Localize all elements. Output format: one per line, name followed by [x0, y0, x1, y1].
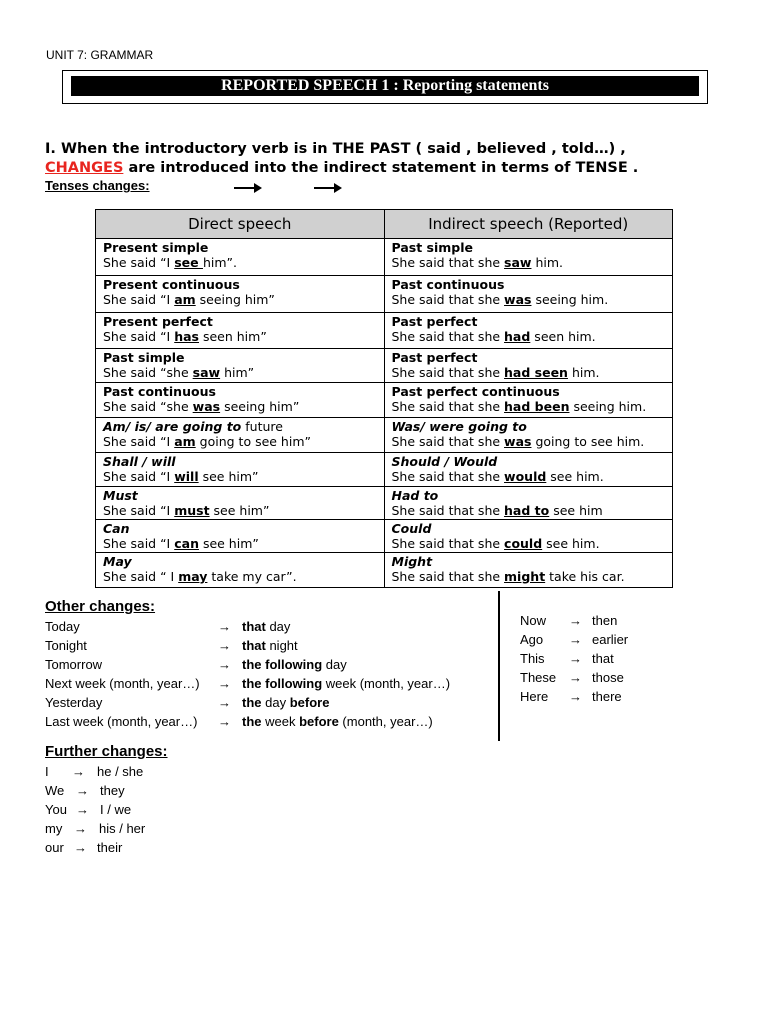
change-from: Yesterday: [45, 695, 103, 710]
direct-cell: [96, 520, 385, 553]
direct-cell: [96, 453, 385, 487]
change-to: then: [592, 613, 618, 628]
example-key-verb: may: [178, 569, 208, 584]
change-from: Last week (month, year…): [45, 714, 198, 729]
tense-name: Shall / will: [103, 454, 176, 469]
example-sentence: [392, 292, 609, 307]
pronoun-from: We: [45, 783, 65, 798]
example-sentence: [392, 569, 625, 584]
tense-name: Am/ is/ are going to: [103, 419, 242, 434]
example-pre: She said “I: [103, 329, 175, 344]
change-from: These: [520, 670, 557, 685]
change-from: Tonight: [45, 638, 87, 653]
example-pre: She said “I: [103, 255, 175, 270]
tense-name: Present simple: [103, 240, 209, 255]
table-row: [96, 383, 673, 418]
example-post: seeing him.: [569, 399, 647, 414]
example-pre: She said “I: [103, 292, 175, 307]
pronoun-from: You: [45, 802, 67, 817]
direct-cell: [96, 553, 385, 588]
direct-cell: [96, 239, 385, 276]
change-to: [242, 714, 433, 729]
example-pre: She said that she: [391, 255, 505, 270]
change-to-part: night: [265, 638, 298, 653]
pronoun-to: they: [100, 783, 125, 798]
example-pre: She said “she: [103, 365, 193, 380]
example-key-verb: am: [174, 292, 196, 307]
indirect-cell: [384, 313, 673, 349]
intro-line-1: I. When the introductory verb is in THE PAST ( said , believed , told…) ,: [45, 141, 626, 157]
tense-suffix: future: [241, 419, 283, 434]
example-sentence: [103, 469, 259, 484]
example-post: seen him.: [530, 329, 596, 344]
right-arrow-icon: →: [72, 764, 85, 779]
tense-name: Past continuous: [391, 277, 505, 292]
example-key-verb: can: [174, 536, 199, 551]
tense-name: May: [103, 554, 132, 569]
tense-name: Present continuous: [103, 277, 240, 292]
tenses-changes-label: Tenses changes:: [45, 178, 150, 193]
example-post: him.: [567, 365, 600, 380]
example-sentence: [103, 292, 275, 307]
right-arrow-icon: →: [569, 689, 582, 704]
table-row: [96, 313, 673, 349]
example-sentence: [103, 569, 297, 584]
changes-word: CHANGES: [45, 160, 124, 176]
right-arrow-icon: →: [569, 651, 582, 666]
example-sentence: [103, 255, 237, 270]
change-to: there: [592, 689, 622, 704]
right-arrow-icon: →: [218, 638, 231, 653]
table-row: [96, 418, 673, 453]
indirect-cell: [384, 520, 673, 553]
change-to-part: that: [242, 619, 266, 634]
example-pre: She said that she: [391, 399, 505, 414]
example-key-verb: had been: [504, 399, 570, 414]
example-pre: She said that she: [391, 365, 505, 380]
change-from: This: [520, 651, 545, 666]
change-to: those: [592, 670, 624, 685]
example-sentence: [392, 536, 600, 551]
example-key-verb: am: [174, 434, 196, 449]
header-indirect: Indirect speech (Reported): [384, 210, 673, 239]
example-key-verb: had: [504, 329, 531, 344]
change-from: Today: [45, 619, 80, 634]
pronoun-to: his / her: [99, 821, 146, 836]
example-post: see him.: [546, 469, 604, 484]
example-sentence: [103, 503, 269, 518]
table-header-row: [96, 210, 673, 239]
right-arrow-icon: [334, 183, 342, 193]
example-sentence: [103, 536, 259, 551]
right-arrow-icon: →: [74, 821, 87, 836]
pronoun-to: I / we: [100, 802, 132, 817]
example-post: see him”: [198, 536, 259, 551]
tense-name-wrap: [103, 419, 377, 434]
example-key-verb: had to: [504, 503, 550, 518]
change-to-part: before: [289, 695, 330, 710]
example-post: him.: [531, 255, 563, 270]
example-sentence: [392, 255, 564, 270]
change-to-part: (month, year…): [338, 714, 433, 729]
right-arrow-icon: →: [74, 840, 87, 855]
indirect-cell: [384, 418, 673, 453]
header-direct: Direct speech: [96, 210, 385, 239]
change-to: [242, 695, 329, 710]
tense-name: Past simple: [391, 240, 473, 255]
arrow-line-1: [234, 187, 254, 189]
example-sentence: [392, 434, 645, 449]
example-sentence: [103, 434, 311, 449]
table-row: [96, 239, 673, 276]
indirect-cell: [384, 487, 673, 520]
change-to-part: the following: [242, 676, 323, 691]
example-sentence: [103, 329, 267, 344]
tense-name: Past perfect: [391, 350, 478, 365]
change-to: [242, 638, 298, 653]
unit-label: UNIT 7: GRAMMAR: [46, 48, 154, 62]
right-arrow-icon: →: [76, 783, 89, 798]
indirect-cell: [384, 553, 673, 588]
tense-name: Should / Would: [391, 454, 498, 469]
change-from: Now: [520, 613, 547, 628]
divider-line: [498, 591, 500, 741]
tense-name: Could: [391, 521, 432, 536]
tense-name: Must: [103, 488, 138, 503]
pronoun-to: their: [97, 840, 123, 855]
example-pre: She said that she: [391, 503, 505, 518]
change-to: [242, 619, 290, 634]
change-to: [242, 657, 347, 672]
change-to-part: that: [242, 638, 266, 653]
indirect-cell: [384, 383, 673, 418]
example-pre: She said that she: [391, 434, 505, 449]
indirect-cell: [384, 453, 673, 487]
example-key-verb: was: [192, 399, 221, 414]
table-row: [96, 520, 673, 553]
example-key-verb: has: [174, 329, 199, 344]
tense-table: [95, 209, 673, 588]
right-arrow-icon: →: [569, 613, 582, 628]
table-row: [96, 276, 673, 313]
change-to-part: the following: [242, 657, 323, 672]
example-pre: She said that she: [391, 329, 505, 344]
example-post: see him”: [209, 503, 270, 518]
right-arrow-icon: →: [218, 676, 231, 691]
direct-cell: [96, 383, 385, 418]
direct-cell: [96, 349, 385, 383]
intro-line-2: [45, 159, 735, 178]
right-arrow-icon: →: [218, 619, 231, 634]
example-post: him”: [220, 365, 255, 380]
change-to-part: week (month, year…): [322, 676, 451, 691]
indirect-cell: [384, 276, 673, 313]
example-pre: She said “I: [103, 536, 175, 551]
example-sentence: [103, 365, 254, 380]
example-key-verb: was: [504, 292, 532, 307]
pronoun-to: he / she: [97, 764, 144, 779]
example-key-verb: see: [174, 255, 203, 270]
change-to-part: day: [322, 657, 347, 672]
right-arrow-icon: [254, 183, 262, 193]
change-from: Next week (month, year…): [45, 676, 200, 691]
example-key-verb: must: [174, 503, 210, 518]
table-row: [96, 453, 673, 487]
example-sentence: [392, 503, 603, 518]
example-pre: She said “ I: [103, 569, 179, 584]
example-key-verb: was: [504, 434, 532, 449]
example-pre: She said “I: [103, 503, 175, 518]
page-title: REPORTED SPEECH 1 : Reporting statements: [71, 76, 699, 96]
example-post: take my car”.: [207, 569, 297, 584]
pronoun-from: I: [45, 764, 49, 779]
indirect-cell: [384, 239, 673, 276]
example-post: seeing him.: [531, 292, 609, 307]
table-row: [96, 553, 673, 588]
example-key-verb: saw: [504, 255, 532, 270]
tense-name: Was/ were going to: [391, 419, 527, 434]
example-pre: She said that she: [391, 292, 505, 307]
direct-cell: [96, 487, 385, 520]
example-post: see him”: [198, 469, 259, 484]
right-arrow-icon: →: [218, 695, 231, 710]
example-post: take his car.: [545, 569, 625, 584]
example-post: seeing him”: [220, 399, 300, 414]
change-from: Here: [520, 689, 549, 704]
change-to-part: week: [261, 714, 300, 729]
direct-cell: [96, 276, 385, 313]
right-arrow-icon: →: [569, 632, 582, 647]
indirect-cell: [384, 349, 673, 383]
tense-name: Past perfect: [391, 314, 478, 329]
example-sentence: [392, 365, 600, 380]
example-pre: She said that she: [391, 469, 505, 484]
example-pre: She said that she: [391, 569, 505, 584]
tense-name: Had to: [391, 488, 439, 503]
title-box: [62, 70, 708, 104]
example-post: see him.: [542, 536, 600, 551]
tense-name: Might: [391, 554, 433, 569]
example-key-verb: will: [174, 469, 199, 484]
tense-name: Past simple: [103, 350, 185, 365]
right-arrow-icon: →: [218, 714, 231, 729]
example-post: going to see him”: [195, 434, 311, 449]
change-to: earlier: [592, 632, 629, 647]
change-to-part: day: [261, 695, 290, 710]
direct-cell: [96, 418, 385, 453]
other-changes-heading: Other changes:: [45, 598, 156, 615]
right-arrow-icon: →: [569, 670, 582, 685]
example-pre: She said that she: [391, 536, 505, 551]
tense-name: Past continuous: [103, 384, 216, 399]
example-post: him”.: [202, 255, 237, 270]
tense-name: Present perfect: [103, 314, 213, 329]
example-key-verb: saw: [192, 365, 221, 380]
change-from: Tomorrow: [45, 657, 103, 672]
example-pre: She said “she: [103, 399, 193, 414]
change-from: Ago: [520, 632, 544, 647]
right-arrow-icon: →: [218, 657, 231, 672]
direct-cell: [96, 313, 385, 349]
change-to: [242, 676, 450, 691]
example-key-verb: could: [504, 536, 543, 551]
tense-name: Past perfect continuous: [391, 384, 560, 399]
example-sentence: [392, 329, 596, 344]
pronoun-from: my: [45, 821, 63, 836]
table-row: [96, 349, 673, 383]
example-key-verb: would: [504, 469, 547, 484]
table-row: [96, 487, 673, 520]
example-sentence: [392, 399, 647, 414]
arrow-line-2: [314, 187, 334, 189]
example-post: seen him”: [199, 329, 267, 344]
tense-name: Can: [103, 521, 130, 536]
example-pre: She said “I: [103, 469, 175, 484]
example-key-verb: might: [504, 569, 546, 584]
example-sentence: [392, 469, 604, 484]
change-to-part: before: [299, 714, 339, 729]
pronoun-from: our: [45, 840, 64, 855]
example-post: see him: [549, 503, 603, 518]
right-arrow-icon: →: [76, 802, 89, 817]
change-to-part: day: [265, 619, 291, 634]
intro-text: [45, 140, 735, 178]
example-sentence: [103, 399, 299, 414]
further-changes-heading: Further changes:: [45, 743, 168, 760]
change-to: that: [592, 651, 614, 666]
intro-line-2-rest: are introduced into the indirect statement in terms of TENSE .: [123, 160, 639, 176]
example-post: seeing him”: [195, 292, 275, 307]
change-to-part: the: [242, 695, 262, 710]
example-key-verb: had seen: [504, 365, 568, 380]
change-to-part: the: [242, 714, 262, 729]
example-post: going to see him.: [531, 434, 645, 449]
example-pre: She said “I: [103, 434, 175, 449]
